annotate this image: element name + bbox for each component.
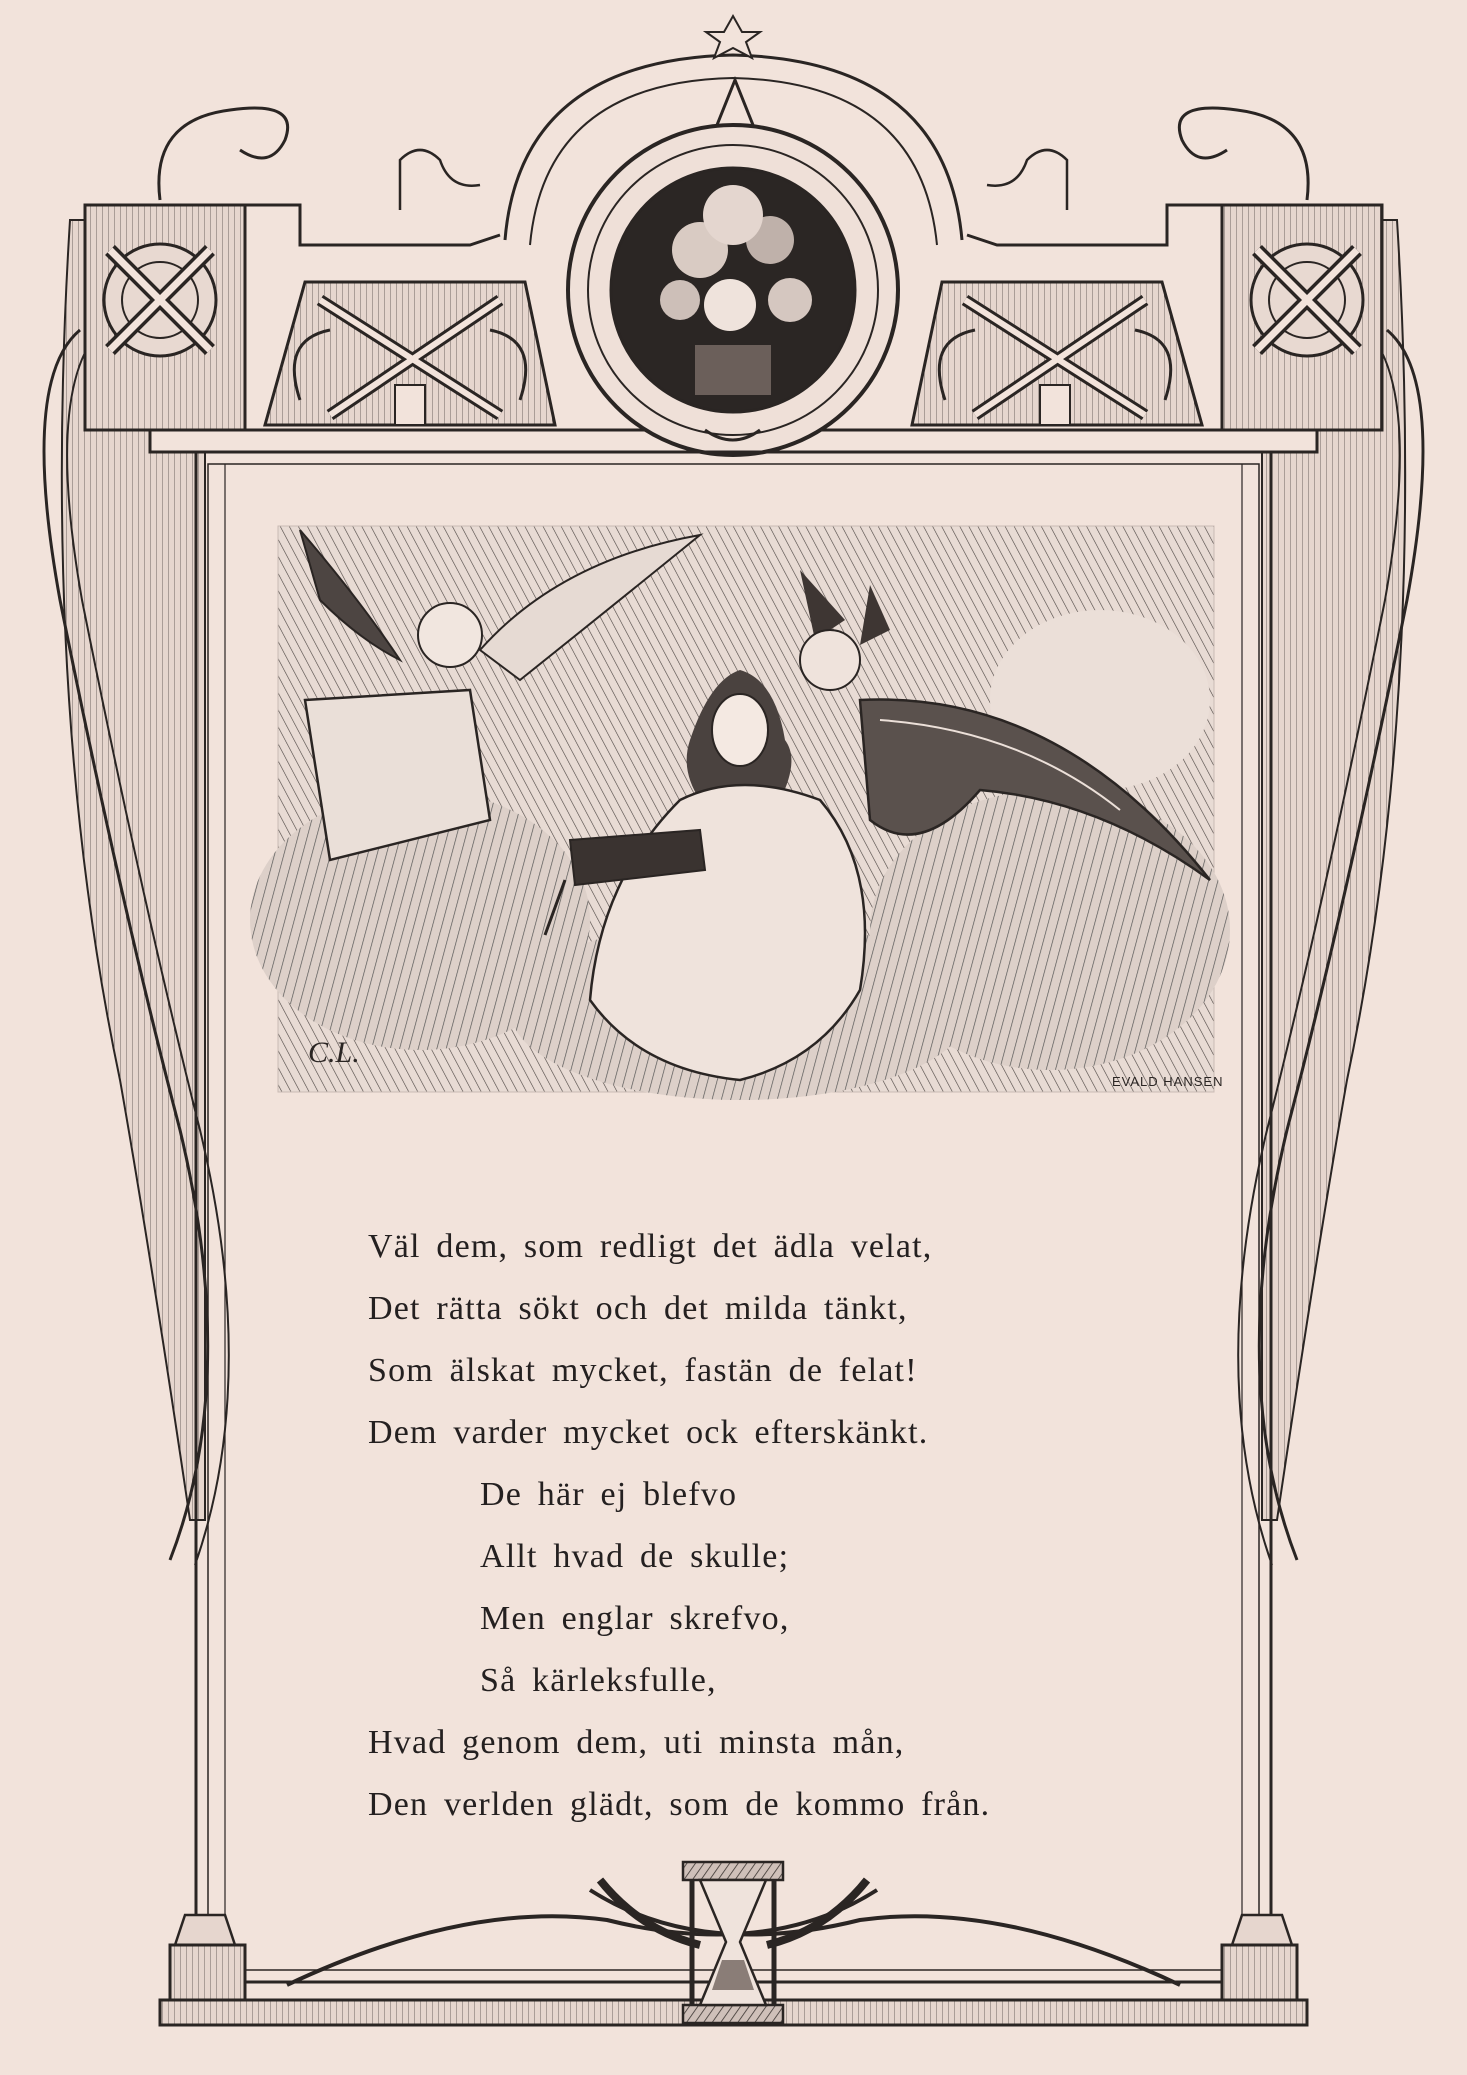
central-medallion: [568, 80, 898, 455]
poem-line: Som älskat mycket, fastän de felat!: [368, 1352, 918, 1389]
poem-line: Hvad genom dem, uti minsta mån,: [368, 1724, 905, 1761]
illustrator-signature: C.L.: [308, 1036, 360, 1069]
poem-line: Väl dem, som redligt det ädla velat,: [368, 1228, 933, 1265]
star-icon: [706, 16, 760, 58]
right-cross-medallion: [1222, 205, 1382, 430]
poem-line-indented: Allt hvad de skulle;: [480, 1538, 790, 1575]
poem-line: Den verlden glädt, som de kommo från.: [368, 1786, 991, 1823]
poem-line: Det rätta sökt och det milda tänkt,: [368, 1290, 908, 1327]
poem-line-indented: De här ej blefvo: [480, 1476, 738, 1513]
poem-line-indented: Så kärleksfulle,: [480, 1662, 717, 1699]
left-cross-medallion: [85, 205, 245, 430]
engraver-signature: EVALD HANSEN: [1112, 1074, 1224, 1089]
angel-illustration: [250, 526, 1230, 1100]
poem-text: [368, 1216, 1168, 1836]
poem-line-indented: Men englar skrefvo,: [480, 1600, 790, 1637]
poem-line: Dem varder mycket ock efterskänkt.: [368, 1414, 929, 1451]
left-trophy-panel: [265, 282, 555, 425]
right-trophy-panel: [912, 282, 1202, 425]
